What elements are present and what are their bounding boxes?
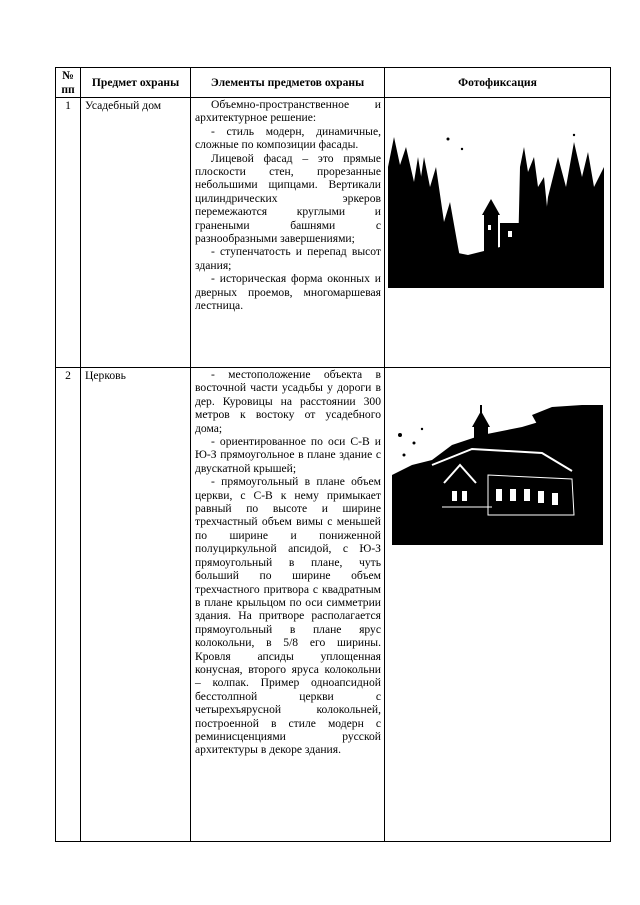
table-header-row: [56, 68, 611, 98]
element-text: - ступенчатость и перепад высот здания;: [195, 245, 381, 272]
header-elements: Элементы предметов охраны: [191, 68, 385, 98]
row-number: 1: [56, 98, 81, 368]
element-text: - историческая форма оконных и дверных проемов, многомаршевая лестница.: [195, 272, 381, 313]
table-row: [56, 368, 611, 842]
row-subject: Усадебный дом: [81, 98, 191, 368]
row-number: 2: [56, 368, 81, 842]
element-text: - прямоугольный в плане объем церкви, с С-В к нему примыкает равный по высоте и ширине трехчастный объем вимы с меньшей по ширине и пониженной полуциркульной апсидой, с Ю-З прямоугольный в плане, чуть больший по ширине объем трехчастного притвора с квадратным в плане крыльцом по оси симметрии здания. На притворе располагается прямоугольный в плане ярус колокольни, в 5/8 его ширины. Кровля апсиды уплощенная конусная, второго яруса колокольни – колпак. Пример одноапсидной бесстолпной церкви с четырехъярусной колокольней, построенной в стиле модерн с реминисценциями русской архитектуры в декоре здания.: [195, 475, 381, 757]
header-subject: Предмет охраны: [81, 68, 191, 98]
header-num: № пп: [56, 68, 81, 98]
element-text: Объемно-пространственное и архитектурное решение:: [195, 98, 381, 125]
manor-house-photo: [388, 127, 604, 288]
element-text: - местоположение объекта в восточной части усадьбы у дороги в дер. Куровицы на расстоянии 300 метров к востоку от усадебного дома;: [195, 368, 381, 435]
row-subject: Церковь: [81, 368, 191, 842]
element-text: - стиль модерн, динамичные, сложные по композиции фасады.: [195, 124, 381, 152]
element-text: Лицевой фасад – это прямые плоскости стен, прорезанные небольшими щипцами. Вертикали цилиндрических эркеров перемежаются круглыми и гранеными башнями с разнообразными завершениями;: [195, 151, 381, 246]
photo-cell: [385, 368, 611, 842]
row-elements: [191, 98, 385, 368]
row-elements: [191, 368, 385, 842]
photo-cell: [385, 98, 611, 368]
heritage-table: [55, 67, 611, 842]
church-photo: [392, 405, 603, 545]
table-row: [56, 98, 611, 368]
header-photo: Фотофиксация: [385, 68, 611, 98]
element-text: - ориентированное по оси С-В и Ю-З прямоугольное в плане здание с двускатной крышей;: [195, 435, 381, 475]
